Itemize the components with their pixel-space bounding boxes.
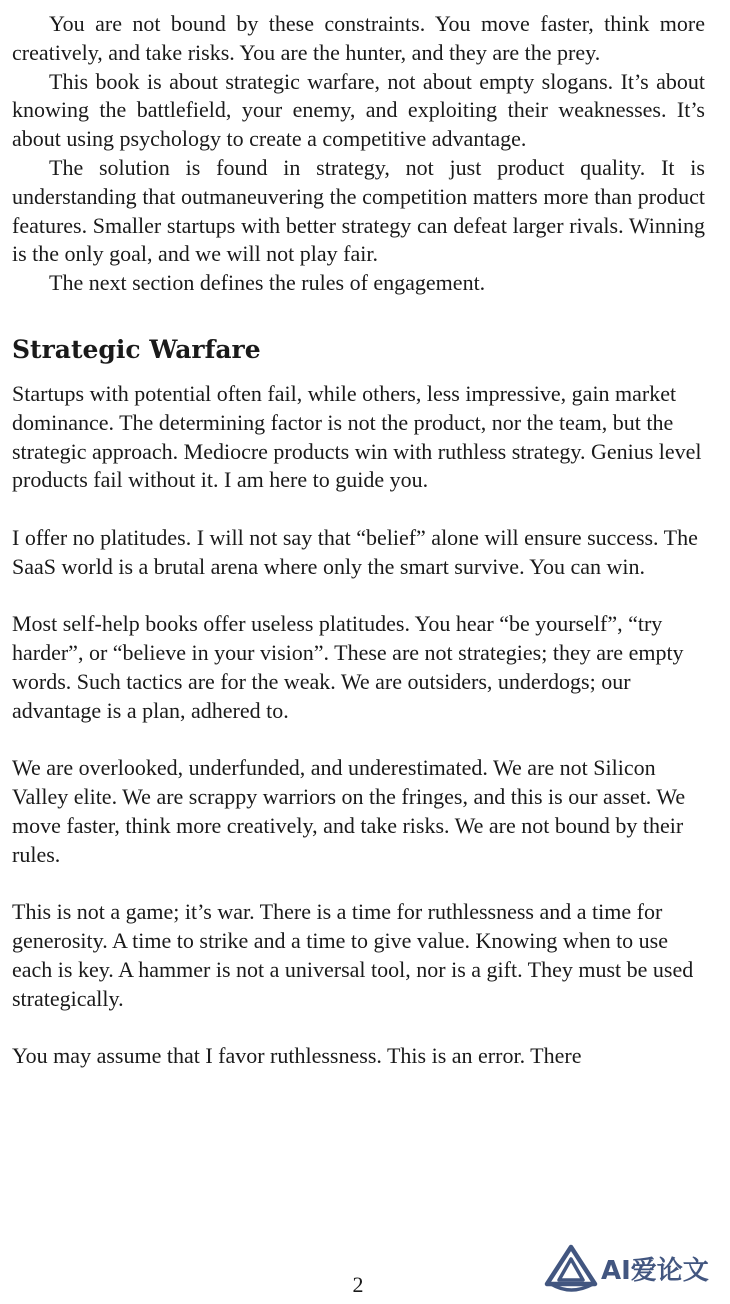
section-paragraph-5: This is not a game; it’s war. There is a time for ruthlessness and a time for generosity. A time to strike and a time to give value. Knowing when to use each is key. A hammer is not a universal tool, nor is a gift. They must be used strategically. <box>12 899 694 1011</box>
intro-paragraph-4: The next section defines the rules of engagement. <box>49 270 486 296</box>
page-number: 2 <box>352 1272 364 1297</box>
intro-paragraph-2: This book is about strategic warfare, not about empty slogans. It’s about knowing the battlefield, your enemy, and exploiting their weaknesses. It’s about using psychology to create a competitive advantage. <box>12 68 705 152</box>
intro-paragraph-1: You are not bound by these constraints. You move faster, think more creatively, and take risks. You are the hunter, and they are the prey. <box>12 11 705 65</box>
watermark-text: AI爱论文 <box>601 1255 709 1286</box>
watermark-logo <box>543 1244 709 1292</box>
intro-paragraph-3: The solution is found in strategy, not just product quality. It is understanding that outmaneuvering the competition matters more than product features. Smaller startups with better strategy can defeat larger rivals. Winning is the only goal, and we will not play fair. <box>12 154 705 267</box>
section-paragraph-2: I offer no platitudes. I will not say that “belief” alone will ensure success. The SaaS world is a brutal arena where only the smart survive. You can win. <box>12 524 698 579</box>
section-body <box>12 380 705 1071</box>
section-paragraph-6: You may assume that I favor ruthlessness. This is an error. There <box>12 1043 582 1069</box>
book-page <box>12 10 705 1100</box>
section-paragraph-3: Most self-help books offer useless platitudes. You hear “be yourself”, “try harder”, or “believe in your vision”. These are not strategies; they are empty words. Such tactics are for the weak. We are outsiders, underdogs; our advantage is a plan, adhered to. <box>12 611 684 723</box>
section-paragraph-4: We are overlooked, underfunded, and underestimated. We are not Silicon Valley elite. We are scrappy warriors on the fringes, and this is our asset. We move faster, think more creatively, and take risks. We are not bound by their rules. <box>12 755 686 867</box>
intro-text <box>12 10 705 298</box>
section-paragraph-1: Startups with potential often fail, while others, less impressive, gain market dominance. The determining factor is not the product, nor the team, but the strategic approach. Mediocre products win with ruthless strategy. Genius level products fail without it. I am here to guide you. <box>12 380 702 493</box>
section-heading: Strategic Warfare <box>12 334 261 364</box>
triangle-a-logo-icon <box>543 1244 599 1292</box>
